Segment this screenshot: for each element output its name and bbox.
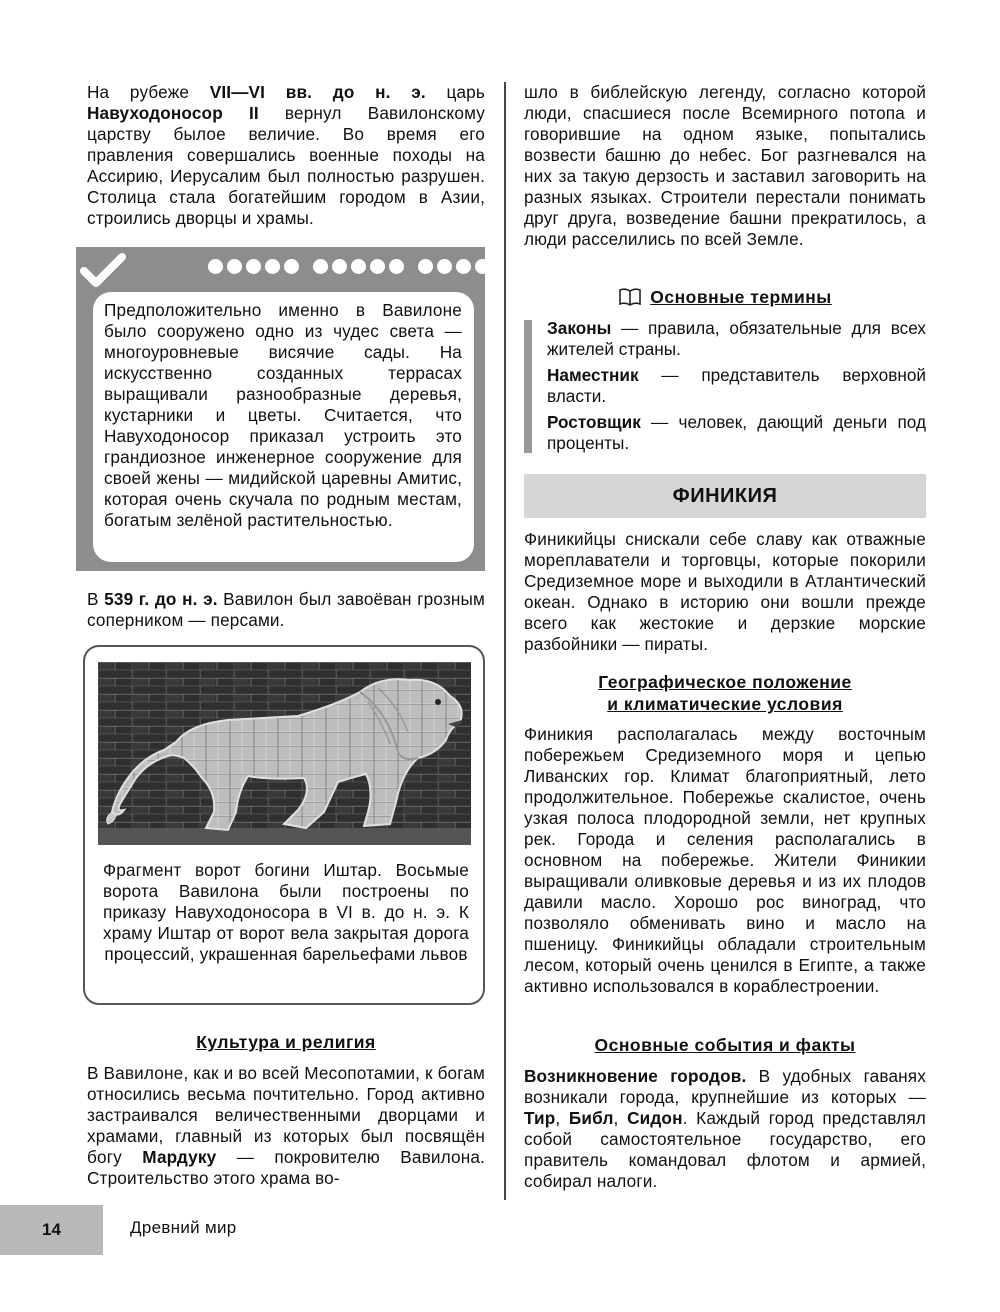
intro-paragraph bbox=[87, 82, 485, 229]
caption-text: Фрагмент ворот богини Иштар. Восьмые ворота Вавилона были построены по приказу Навуходоносора в VI в. до н. э. К храму Иштар от ворот вела закрытая дорога процессий, украшенная барельефами львов bbox=[103, 860, 469, 964]
terms-heading bbox=[524, 286, 926, 311]
fact-box-content bbox=[93, 292, 474, 562]
page-number: 14 bbox=[0, 1205, 103, 1255]
term-definition: — представитель верховной власти. bbox=[547, 365, 926, 406]
book-icon bbox=[618, 288, 642, 311]
geo-heading bbox=[524, 671, 926, 715]
event-title-bold: Возникновение городов. bbox=[524, 1066, 747, 1086]
term-word: Законы bbox=[547, 318, 612, 338]
date-bold: VII—VI вв. до н. э. bbox=[209, 82, 426, 102]
king-name-bold: Навуходоносор II bbox=[87, 103, 259, 123]
city-name-bold: Тир bbox=[524, 1108, 556, 1128]
term-word: Ростовщик bbox=[547, 412, 641, 432]
text-span: В bbox=[87, 589, 105, 609]
book-title: Древний мир bbox=[130, 1218, 237, 1237]
decorative-dots bbox=[208, 259, 513, 274]
culture-heading: Культура и религия bbox=[196, 1032, 376, 1052]
text-span: Вавилон был завоёван грозным соперником — персами. bbox=[87, 589, 485, 630]
text-span: царь bbox=[425, 82, 485, 102]
column-divider bbox=[504, 82, 506, 1200]
text-span: На рубеже bbox=[87, 82, 210, 102]
text-span: , bbox=[555, 1108, 569, 1128]
text-span: В удобных гаванях возникали города, крупнейшие из которых — bbox=[524, 1066, 926, 1107]
text-span: . Каждый город представлял собой самостоятельное государство, его правитель командовал флотом и армией, собирал налоги. bbox=[524, 1108, 926, 1191]
ishtar-gate-lion-image bbox=[98, 662, 471, 845]
image-card bbox=[83, 645, 485, 1005]
events-heading: Основные события и факты bbox=[594, 1035, 856, 1055]
section-title: ФИНИКИЯ bbox=[524, 474, 926, 518]
checkmark-icon bbox=[80, 253, 126, 289]
text-span: В Вавилоне, как и во всей Месопотамии, к богам относились весьма почтительно. Город активно застраивался величественными дворцами и храмами, главный из которых был посвящён богу bbox=[87, 1063, 485, 1167]
term-item bbox=[547, 412, 926, 454]
text-span: вернул Вавилонскому царству былое величие. Во время его правления совершались военные походы на Ассирию, Иерусалим был полностью разрушен. Столица стала богатейшим городом в Азии, строились дворцы и храмы. bbox=[87, 103, 486, 228]
conquest-paragraph bbox=[87, 589, 485, 631]
city-name-bold: Библ bbox=[568, 1108, 614, 1128]
term-word: Наместник bbox=[547, 365, 639, 385]
geo-heading-line: Географическое положение bbox=[598, 672, 852, 692]
term-definition: — человек, дающий деньги под проценты. bbox=[547, 412, 926, 453]
date-bold: 539 г. до н. э. bbox=[104, 589, 218, 609]
geo-paragraph: Финикия располагалась между восточным побережьем Средиземного моря и цепью Ливанских гор. Климат благоприятный, лето продолжительное. Побережье скалистое, очень узкая полоса плодородной земли, нет крупных рек. Города и селения располагались в основном на побережье. Жители Финикии выращивали оливковые деревья и из их плодов давили масло. Хорошо рос виноград, что позволяло обменивать вино и масло на пшеницу. Финикийцы обладали строительным лесом, который очень ценился в Египте, а также активно использовался в кораблестроении. bbox=[524, 724, 926, 996]
god-name-bold: Мардуку bbox=[142, 1147, 217, 1167]
text-span: — покровителю Вавилона. Строительство этого храма во- bbox=[87, 1147, 486, 1188]
city-name-bold: Сидон bbox=[627, 1108, 683, 1128]
term-item bbox=[547, 365, 926, 407]
term-item bbox=[547, 318, 926, 360]
terms-heading-text: Основные термины bbox=[650, 287, 832, 307]
image-caption bbox=[103, 860, 469, 965]
culture-paragraph bbox=[87, 1063, 485, 1189]
legend-paragraph: шло в библейскую легенду, согласно которой люди, спасшиеся после Всемирного потопа и говорившие на одном языке, попытались возвести башню до небес. Бог разгневался на них за такую дерзость и заставил заговорить на разных языках. Строители перестали понимать друг друга, возведение башни прекратилось, а люди расселились по всей Земле. bbox=[524, 82, 926, 249]
fact-text: Предположительно именно в Вавилоне было сооружено одно из чудес света — многоуровневые висячие сады. На искусственно созданных террасах выращивали разнообразные деревья, кустарники и цветы. Считается, что Навуходоносор приказал устроить это грандиозное инженерное сооружение для своей жены — мидийской царевны Амитис, которая очень скучала по родным местам, богатым зелёной растительностью. bbox=[104, 300, 462, 530]
text-span: , bbox=[613, 1108, 628, 1128]
events-paragraph bbox=[524, 1066, 926, 1192]
phoenicia-intro: Финикийцы снискали себе славу как отважные мореплаватели и торговцы, которые покорили Средиземное море и выходили в Атлантический океан. Однако в историю они вошли прежде всего как жестокие и дерзкие морские разбойники — пираты. bbox=[524, 529, 926, 654]
geo-heading-line: и климатические условия bbox=[607, 694, 843, 714]
terms-accent-bar bbox=[524, 320, 532, 453]
term-definition: — правила, обязательные для всех жителей страны. bbox=[547, 318, 926, 359]
fact-box bbox=[76, 247, 485, 571]
